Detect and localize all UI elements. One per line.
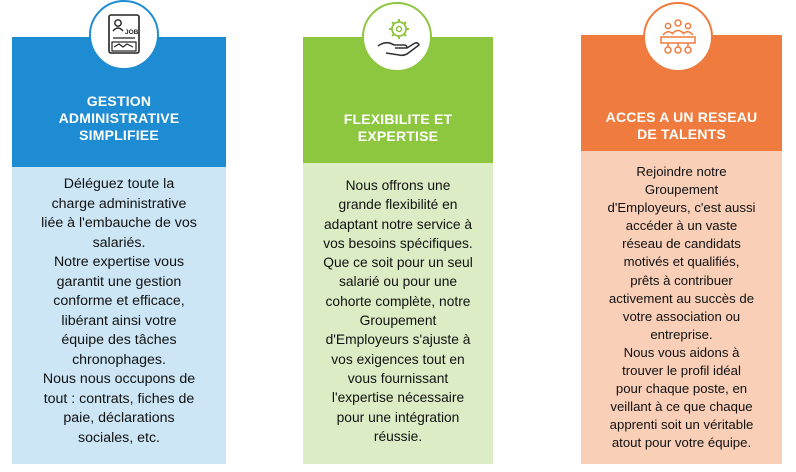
hand-gear-icon xyxy=(374,14,420,60)
card-body-line: Nous vous aidons à xyxy=(623,344,740,360)
card-body-line: chronophages. xyxy=(72,351,166,368)
card-body-line: réseau de candidats xyxy=(622,236,741,252)
card-body xyxy=(581,151,782,464)
card-body-line: garantit une gestion xyxy=(56,273,182,290)
card-body-line: Groupement xyxy=(359,313,437,329)
card-body-line: motivés et qualifiés, xyxy=(623,254,740,270)
card-body-line: libérant ainsi votre xyxy=(61,312,177,329)
card-body-line: cohorte complète, notre xyxy=(325,293,471,309)
card-body-line: salarié ou pour une xyxy=(338,274,458,290)
card-body-line: Nous nous occupons de xyxy=(42,371,196,387)
card-body-line: d'Employeurs s'ajuste à xyxy=(325,332,471,348)
card-body-line: Groupement xyxy=(644,182,719,198)
card-body-line: pour une intégration xyxy=(336,409,460,425)
card-body-line: veillant à ce que chaque xyxy=(610,399,753,415)
card-body-line: vos exigences tout en xyxy=(331,351,465,367)
card-body-line: adaptant notre service à xyxy=(323,216,473,232)
card-body-line: trouver le profil idéal xyxy=(622,363,741,379)
card-body-line: Que ce soit pour un seul xyxy=(323,255,473,271)
card-body-line: Nous offrons une xyxy=(345,178,451,193)
card-body-line: équipe des tâches xyxy=(61,332,177,348)
card-body-line: tout : contrats, fiches de xyxy=(43,390,195,407)
card-icon-circle xyxy=(89,0,159,70)
card-title-line: FLEXIBILITE ET xyxy=(343,111,453,127)
card-body-line: conforme et efficace, xyxy=(53,293,185,309)
card-body-line: apprenti soit un véritable xyxy=(609,417,754,433)
card-body xyxy=(303,163,493,464)
card-body-line: accéder à un vaste xyxy=(625,218,738,234)
card-body-line: salariés. xyxy=(92,234,146,251)
card-title-line: EXPERTISE xyxy=(357,128,439,144)
card-body-line: activement au succès de xyxy=(608,290,755,306)
card-icon-circle xyxy=(362,2,432,72)
card-body-line: grande flexibilité en xyxy=(338,197,458,213)
card-body-line: sociales, etc. xyxy=(77,429,160,446)
card-body-line: votre association ou xyxy=(622,308,741,324)
card-body-line: Déléguez toute la xyxy=(63,176,175,192)
card-icon-circle xyxy=(643,2,713,72)
card-title-line: ADMINISTRATIVE xyxy=(58,110,180,126)
card-title-line: GESTION xyxy=(86,93,152,109)
job-label: JOB xyxy=(125,29,139,36)
card-body-line: charge administrative xyxy=(51,195,187,212)
card-body-line: pour chaque poste, en xyxy=(615,381,748,397)
card-title-line: SIMPLIFIEE xyxy=(79,127,159,143)
card-body-line: prêts à contribuer xyxy=(630,272,733,288)
card-body xyxy=(12,167,226,464)
card-body-line: paie, déclarations xyxy=(63,410,175,426)
card-body-line: vos besoins spécifiques. xyxy=(323,235,473,251)
card-body-line: réussie. xyxy=(373,428,423,444)
talent-network-icon xyxy=(655,14,701,60)
job-resume-handshake-icon xyxy=(101,12,147,58)
card-body-line: liée à l'embauche de vos xyxy=(41,215,197,231)
card-body-line: Notre expertise vous xyxy=(53,254,185,270)
card-body-line: Rejoindre notre xyxy=(636,164,727,179)
card-body-line: l'expertise nécessaire xyxy=(331,390,465,406)
card-body-line: d'Employeurs, c'est aussi xyxy=(607,200,756,216)
card-body-line: entreprise. xyxy=(650,326,713,342)
card-body-line: atout pour votre équipe. xyxy=(611,435,752,451)
card-title-line: DE TALENTS xyxy=(637,126,726,142)
card-body-line: vous fournissant xyxy=(347,370,449,386)
card-title-line: ACCES A UN RESEAU xyxy=(605,109,758,125)
